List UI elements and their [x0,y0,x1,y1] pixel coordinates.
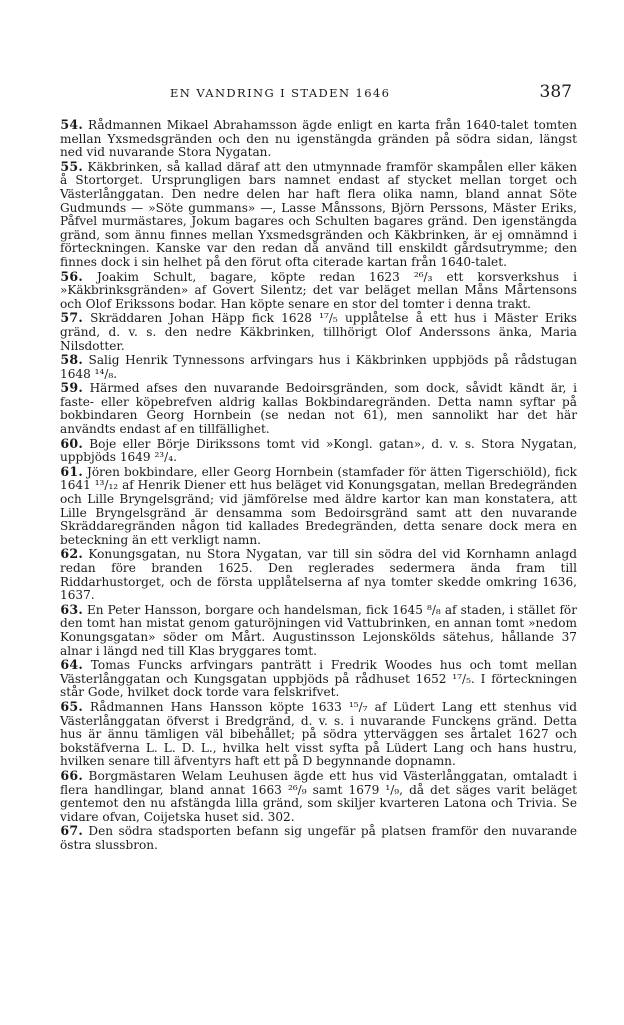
note-number: 62. [60,546,83,562]
note-text: Rådmannen Hans Hansson köpte 1633 ¹⁵/₇ af Lüdert Lang ett stenhus vid Västerlånggatan öfverst i Bredgränd, d. v. s. i nuvarande Funckens gränd. Detta hus är ännu tämligen väl bibehållet; på södra ytterväggen ses årtalet 1627 och bokstäfverna L. L. D. L., hvilka helt visst syfta på Lüdert Lang och hans hustru, hvilken senare till äfventyrs haft ett på D begynnande dopnamn. [60,699,577,769]
note-number: 67. [60,823,83,839]
note-number: 64. [60,657,83,673]
note-number: 54. [60,117,83,132]
note-number: 66. [60,767,83,783]
note-63 [60,603,577,658]
page-number: 387 [539,82,572,102]
note-57 [60,311,577,353]
note-number: 65. [60,698,83,714]
note-67 [60,824,577,852]
note-61 [60,465,577,548]
notes-body [60,118,577,852]
note-66 [60,769,577,824]
note-62 [60,547,577,602]
note-number: 57. [60,310,83,326]
running-title: EN VANDRING I STADEN 1646 [170,86,391,100]
note-number: 60. [60,435,83,451]
note-number: 59. [60,380,83,396]
note-number: 63. [60,601,83,617]
note-text: Boje eller Börje Dirikssons tomt vid »Kongl. gatan», d. v. s. Stora Nygatan, uppbjöds 1649 ²³/₄. [60,436,577,465]
note-60 [60,437,577,465]
note-text: Konungsgatan, nu Stora Nygatan, var till sin södra del vid Kornhamn anlagd redan före branden 1625. Den reglerades sedermera ända fram till Riddarhustorget, och de första upplåtelserna af nya tomter skedde omkring 1636, 1637. [60,547,577,603]
note-number: 58. [60,352,83,368]
note-58 [60,353,577,381]
note-text: Salig Henrik Tynnessons arfvingars hus i Käkbrinken uppbjöds på rådstugan 1648 ¹⁴/₈. [60,353,577,381]
note-64 [60,658,577,700]
note-text: Borgmästaren Welam Leuhusen ägde ett hus vid Västerlånggatan, omtaladt i flera handlingar, bland annat 1663 ²⁶/₉ samt 1679 ¹/₉, då det säges varit beläget gentemot den nu afstängda lilla gränd, som skiljer kvarteren Latona och Trivia. Se vidare ofvan, Coijetska huset sid. 302. [60,768,577,824]
running-head [60,82,600,108]
note-text: Käkbrinken, så kallad däraf att den utmynnade framför skampålen eller käken å Stortorget. Ursprungligen bars namnet endast af stycket mellan torget och Västerlånggatan. Den nedre delen har haft flera olika namn, bland annat Söte Gudmunds — »Söte gummans» —, Lasse Månssons, Björn Perssons, Mäster Eriks, Påfvel murmästares, Jokum bagares och Schulten bagares gränd. Den igenstängda gränd, som ännu finnes mellan Yxsmedsgränden och Käkbrinken, är ej omnämnd i förteckningen. Kanske var den redan då använd till enskildt gårdsutrymme; den finnes dock i sin helhet på den förut ofta citerade kartan från 1640-talet. [60,159,577,269]
note-text: Den södra stadsporten befann sig ungefär på platsen framför den nuvarande östra slussbron. [60,824,577,852]
note-56 [60,270,577,312]
note-text: Joakim Schult, bagare, köpte redan 1623 ²⁶/₃ ett korsverkshus i »Käkbrinksgränden» af Govert Silentz; det var beläget mellan Måns Mårtensons och Olof Erikssons bodar. Han köpte senare en stor del tomter i denna trakt. [60,269,577,311]
note-number: 55. [60,158,83,174]
note-59 [60,381,577,436]
note-number: 56. [60,268,83,284]
note-number: 61. [60,463,83,479]
note-65 [60,700,577,769]
note-text: Härmed afses den nuvarande Bedoirsgränden, som dock, såvidt kändt är, i faste- eller köpebrefven aldrig kallas Bokbindaregränden. Detta namn syftar på bokbindaren Georg Hornbein (se nedan not 61), men sannolikt har det här användts endast af en tillfällighet. [60,381,577,437]
note-55 [60,160,577,270]
note-text: Jören bokbindare, eller Georg Hornbein (stamfader för ätten Tigerschiöld), fick 1641 ¹³/₁₂ af Henrik Diener ett hus beläget vid Konungsgatan, mellan Bredegränden och Lille Bryngelsgränd; vid jämförelse med äldre kartor kan man konstatera, att Lille Bryngelsgränd är densamma som Bedoirsgränd samt att den nuvarande Skräddaregränden någon tid kallades Bredegränden, detta senare dock mera en beteckning än ett verkligt namn. [60,464,577,547]
note-54 [60,118,577,160]
note-text: Tomas Funcks arfvingars panträtt i Fredrik Woodes hus och tomt mellan Västerlånggatan och Kungsgatan uppbjöds på rådhuset 1652 ¹⁷/₅. I förteckningen står Gode, hvilket dock torde vara felskrifvet. [60,658,577,700]
note-text: Rådmannen Mikael Abrahamsson ägde enligt en karta från 1640-talet tomten mellan Yxsmedsgränden och den nu igenstängda gränden på södra sidan, längst ned vid nuvarande Stora Nygatan. [60,118,577,160]
note-text: Skräddaren Johan Häpp fick 1628 ¹⁷/₅ upplåtelse å ett hus i Mäster Eriks gränd, d. v. s. den nedre Käkbrinken, tillhörigt Olof Anderssons änka, Maria Nilsdotter. [60,311,577,353]
note-text: En Peter Hansson, borgare och handelsman, fick 1645 ⁸/₈ af staden, i stället för den tomt han mistat genom gaturöjningen vid Vattubrinken, en annan tomt »nedom Konungsgatan» söder om Mårt. Augustinsson Lejonskölds sätehus, hållande 37 alnar i längd ned till Klas bryggares tomt. [60,602,577,658]
